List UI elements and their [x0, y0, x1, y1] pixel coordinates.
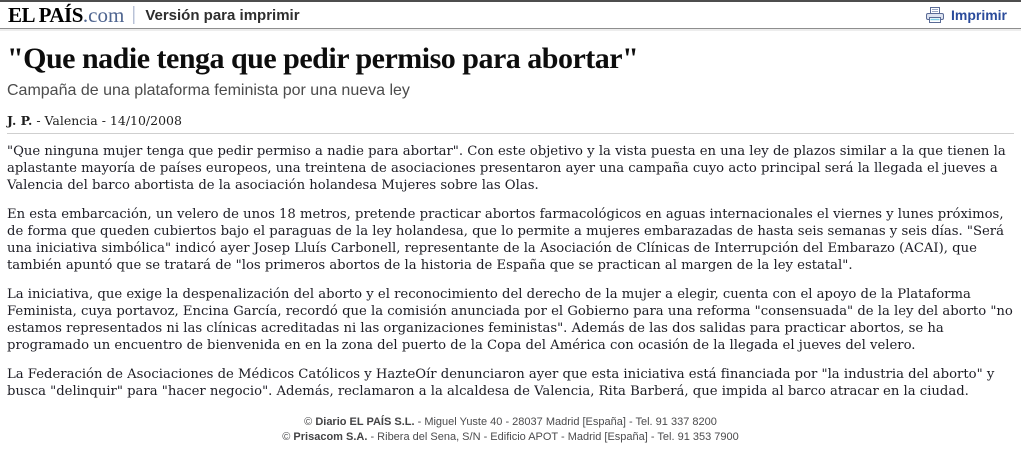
article-paragraph: "Que ninguna mujer tenga que pedir permiso a nadie para abortar". Con este objetivo y la vista puesta en una ley de plazos similar a la que tienen la aplastante mayoría de países europeos, una treintena de asociaciones presentaron ayer una campaña cuyo acto principal será la llegada el jueves a Valencia del barco abortista de la asociación holandesa Mujeres sobre las Olas. [7, 144, 1006, 193]
copyright-symbol: © [304, 416, 316, 428]
article-paragraph: La iniciativa, que exige la despenalización del aborto y el reconocimiento del derecho de la mujer a elegir, cuenta con el apoyo de la Plataforma Feminista, cuya portavoz, Encina García, recordó que la comisión anunciada por el Gobierno para una reforma "consensuada" de la ley del aborto "no estamos representados ni las clínicas acreditadas ni las organizaciones feministas". Además de las dos salidas para practicar abortos, se ha programado un encuentro de bienvenida en en la zona del puerto de la Copa del América con ocasión de la llegada el jueves del velero. [7, 287, 1013, 353]
article-paragraph: La Federación de Asociaciones de Médicos Católicos y HazteOír denunciaron ayer que esta iniciativa está financiada por "la industria del aborto" y busca "delinquir" para "hacer negocio". Además, reclamaron a la alcaldesa de Valencia, Rita Barberá, que impida al barco atracar en la ciudad. [7, 367, 995, 399]
article-headline: "Que nadie tenga que pedir permiso para abortar" [7, 42, 639, 75]
header-divider [133, 6, 135, 24]
footer-company-2: Prisacom S.A. [293, 431, 368, 443]
footer-address-2: - Ribera del Sena, S/N - Edificio APOT - Madrid [España] - Tel. 91 353 7900 [367, 431, 739, 443]
printer-icon [925, 7, 945, 24]
logo-main-text: EL PAÍS [8, 2, 83, 27]
footer-line-2 [0, 430, 1021, 445]
article [0, 42, 1021, 400]
print-version-label: Versión para imprimir [145, 6, 300, 24]
logo-suffix-text: .com [82, 2, 125, 27]
footer-address-1: - Miguel Yuste 40 - 28037 Madrid [España] - Tel. 91 337 8200 [414, 416, 717, 428]
article-byline [7, 113, 1014, 134]
byline-author: J. P. [7, 113, 33, 128]
byline-place-date: - Valencia - 14/10/2008 [32, 113, 182, 128]
print-button[interactable] [925, 7, 1007, 24]
elpais-logo[interactable] [8, 2, 125, 27]
header-bar [0, 2, 1021, 29]
copyright-symbol: © [282, 431, 294, 443]
footer-company-1: Diario EL PAÍS S.L. [315, 416, 415, 428]
footer-line-1 [0, 415, 1021, 430]
article-paragraph: En esta embarcación, un velero de unos 18 metros, pretende practicar abortos farmacológicos en aguas internacionales el viernes y lunes próximos, de forma que queden cubiertos bajo el paraguas de la ley holandesa, que lo permite a mujeres embarazadas de hasta seis semanas y seis días. "Será una iniciativa simbólica" indicó ayer Josep Lluís Carbonell, representante de la Asociación de Clínicas de Interrupción del Embarazo (ACAI), que también apuntó que se tratará de "los primeros abortos de la historia de España que se practican al margen de la ley estatal". [7, 207, 1004, 273]
article-subtitle: Campaña de una plataforma feminista por una nueva ley [7, 82, 410, 99]
page-footer [0, 415, 1021, 445]
print-link-label: Imprimir [950, 7, 1007, 23]
